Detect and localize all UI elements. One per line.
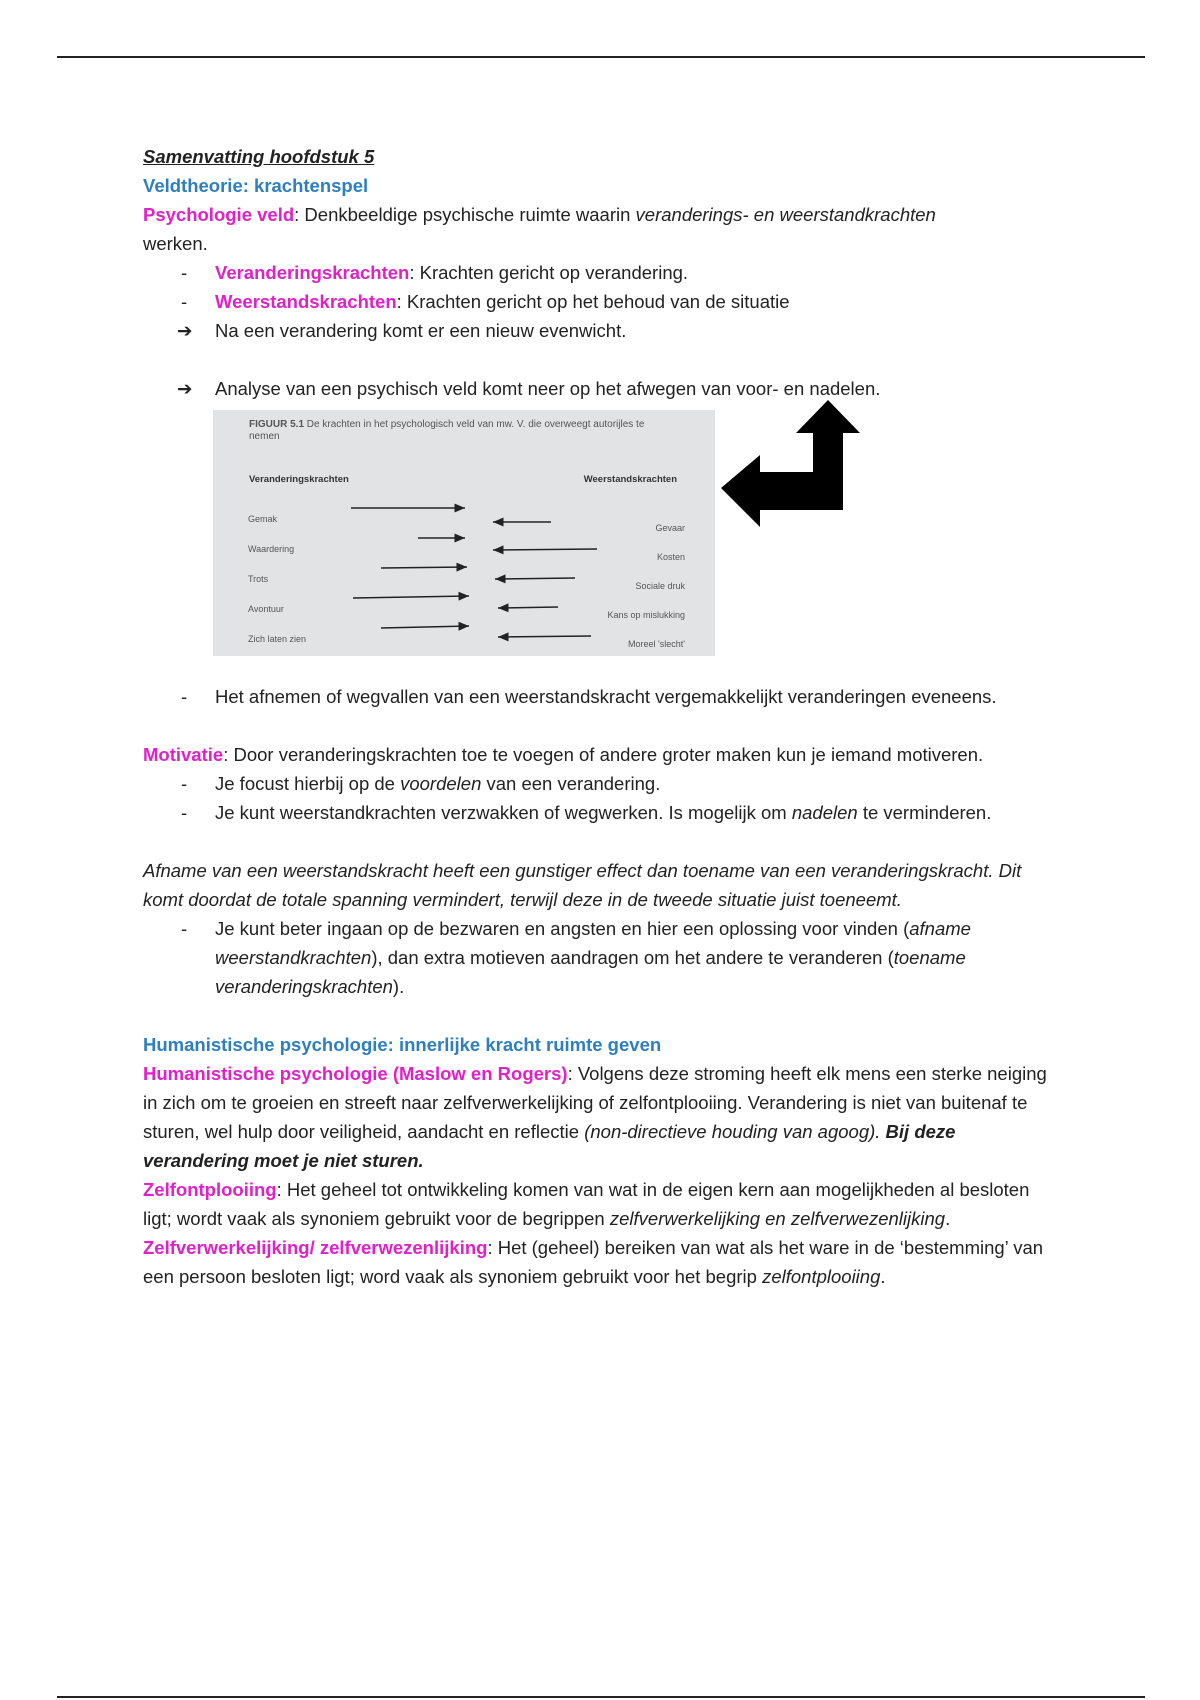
motivatie-list: [143, 769, 1063, 827]
list-item: - Veranderingskrachten: Krachten gericht op verandering.: [143, 258, 1063, 287]
afname-paragraph: Afname van een weerstandskracht heeft een gunstiger effect dan toename van een veranderingskracht. Dit komt doordat de totale spanning vermindert, terwijl deze in de tweede situatie juist toeneemt.: [143, 860, 1022, 910]
resistance-force-arrow: [493, 549, 597, 550]
list-item: - Weerstandskrachten: Krachten gericht op het behoud van de situatie: [143, 287, 1063, 316]
dash-bullet: -: [181, 773, 188, 794]
left-label: Zich laten zien: [248, 634, 307, 644]
definition-zelfverwerkelijking: Zelfverwerkelijking/ zelfverwezenlijking: Het (geheel) bereiken van wat als het ware in de ‘bestemming’ van een persoon besloten ligt; word vaak als synoniem gebruikt voor het begrip zelfontplooiing.: [143, 1237, 1044, 1287]
right-label: Sociale druk: [635, 581, 685, 591]
list-item: - Je kunt weerstandkrachten verzwakken of wegwerken. Is mogelijk om nadelen te verminderen.: [143, 798, 1063, 827]
left-label: Trots: [248, 574, 269, 584]
right-label: Kans op mislukking: [607, 610, 685, 620]
term-psychologie-veld: Psychologie veld: [143, 204, 295, 225]
forces-list: [143, 258, 1063, 316]
resistance-force-arrow: [498, 636, 591, 637]
list-item: - Je focust hierbij op de voordelen van een verandering.: [143, 769, 1063, 798]
right-label: Kosten: [656, 552, 685, 562]
dash-bullet: -: [181, 802, 188, 823]
right-arrow-icon: ➔: [177, 378, 193, 399]
afname-list: [143, 914, 1063, 1001]
right-label: Moreel 'slecht': [628, 639, 685, 649]
figure-row: [143, 410, 1063, 682]
change-force-arrow: [353, 596, 469, 598]
resistance-force-arrow: [498, 607, 558, 608]
section-heading-veldtheorie: Veldtheorie: krachtenspel: [143, 175, 369, 196]
figure-caption: FIGUUR 5.1 De krachten in het psychologisch veld van mw. V. die overweegt autorijles te nemen: [249, 419, 645, 442]
left-label: Waardering: [248, 544, 295, 554]
dash-bullet: -: [181, 291, 188, 312]
section-heading-humanistische: Humanistische psychologie: innerlijke kracht ruimte geven: [143, 1034, 662, 1055]
left-column-header: Veranderingskrachten: [249, 474, 349, 485]
turn-up-arrow-icon: [720, 400, 870, 545]
arrow-item-evenwicht: ➔ Na een verandering komt er een nieuw evenwicht.: [143, 316, 1063, 345]
term-humanistische-psychologie: Humanistische psychologie (Maslow en Rogers): [143, 1063, 568, 1084]
document-title: Samenvatting hoofdstuk 5: [143, 146, 375, 167]
left-label: Avontuur: [248, 604, 284, 614]
term-zelfverwerkelijking: Zelfverwerkelijking/ zelfverwezenlijking: [143, 1237, 488, 1258]
term-zelfontplooiing: Zelfontplooiing: [143, 1179, 277, 1200]
bottom-rule: [57, 1696, 1145, 1698]
right-label: Gevaar: [655, 523, 685, 533]
right-arrow-icon: ➔: [177, 320, 193, 341]
dash-bullet: -: [181, 918, 188, 939]
change-force-arrow: [381, 567, 467, 568]
term-motivatie: Motivatie: [143, 744, 224, 765]
definition-humanistische-psychologie: Humanistische psychologie (Maslow en Rogers): Volgens deze stroming heeft elk mens een sterke neiging in zich om te groeien en streeft naar zelfverwerkelijking of zelfontplooiing. Verandering is niet van buitenaf te sturen, wel hulp door veiligheid, aandacht en reflectie (non-directieve houding van agoog). Bij deze verandering moet je niet sturen.: [143, 1063, 1047, 1171]
change-force-arrow: [381, 626, 469, 628]
definition-psychologie-veld: Psychologie veld: Denkbeeldige psychische ruimte waarin veranderings- en weerstandkrachten werken.: [143, 204, 936, 254]
dash-bullet: -: [181, 262, 188, 283]
list-item: - Je kunt beter ingaan op de bezwaren en angsten en hier een oplossing voor vinden (afname weerstandkrachten), dan extra motieven aandragen om het andere te veranderen (toename veranderingskrachten).: [143, 914, 1063, 1001]
document-body: [143, 142, 1063, 1291]
force-field-photo: [213, 410, 715, 656]
force-arrows: [213, 410, 715, 656]
list-item: - Het afnemen of wegvallen van een weerstandskracht vergemakkelijkt veranderingen eveneens.: [143, 682, 1063, 711]
dash-bullet: -: [181, 686, 188, 707]
top-rule: [57, 56, 1145, 58]
right-column-header: Weerstandskrachten: [583, 474, 677, 485]
left-label: Gemak: [248, 514, 278, 524]
arrow-item-analyse: ➔ Analyse van een psychisch veld komt neer op het afwegen van voor- en nadelen.: [143, 374, 1063, 403]
definition-zelfontplooiing: Zelfontplooiing: Het geheel tot ontwikkeling komen van wat in de eigen kern aan mogelijkheden al besloten ligt; wordt vaak als synoniem gebruikt voor de begrippen zelfverwerkelijking en zelfverwezenlijking.: [143, 1179, 1030, 1229]
definition-motivatie: Motivatie: Door veranderingskrachten toe te voegen of andere groter maken kun je iemand motiveren.: [143, 744, 984, 765]
list-after-figure: [143, 682, 1063, 711]
resistance-force-arrow: [495, 578, 575, 579]
